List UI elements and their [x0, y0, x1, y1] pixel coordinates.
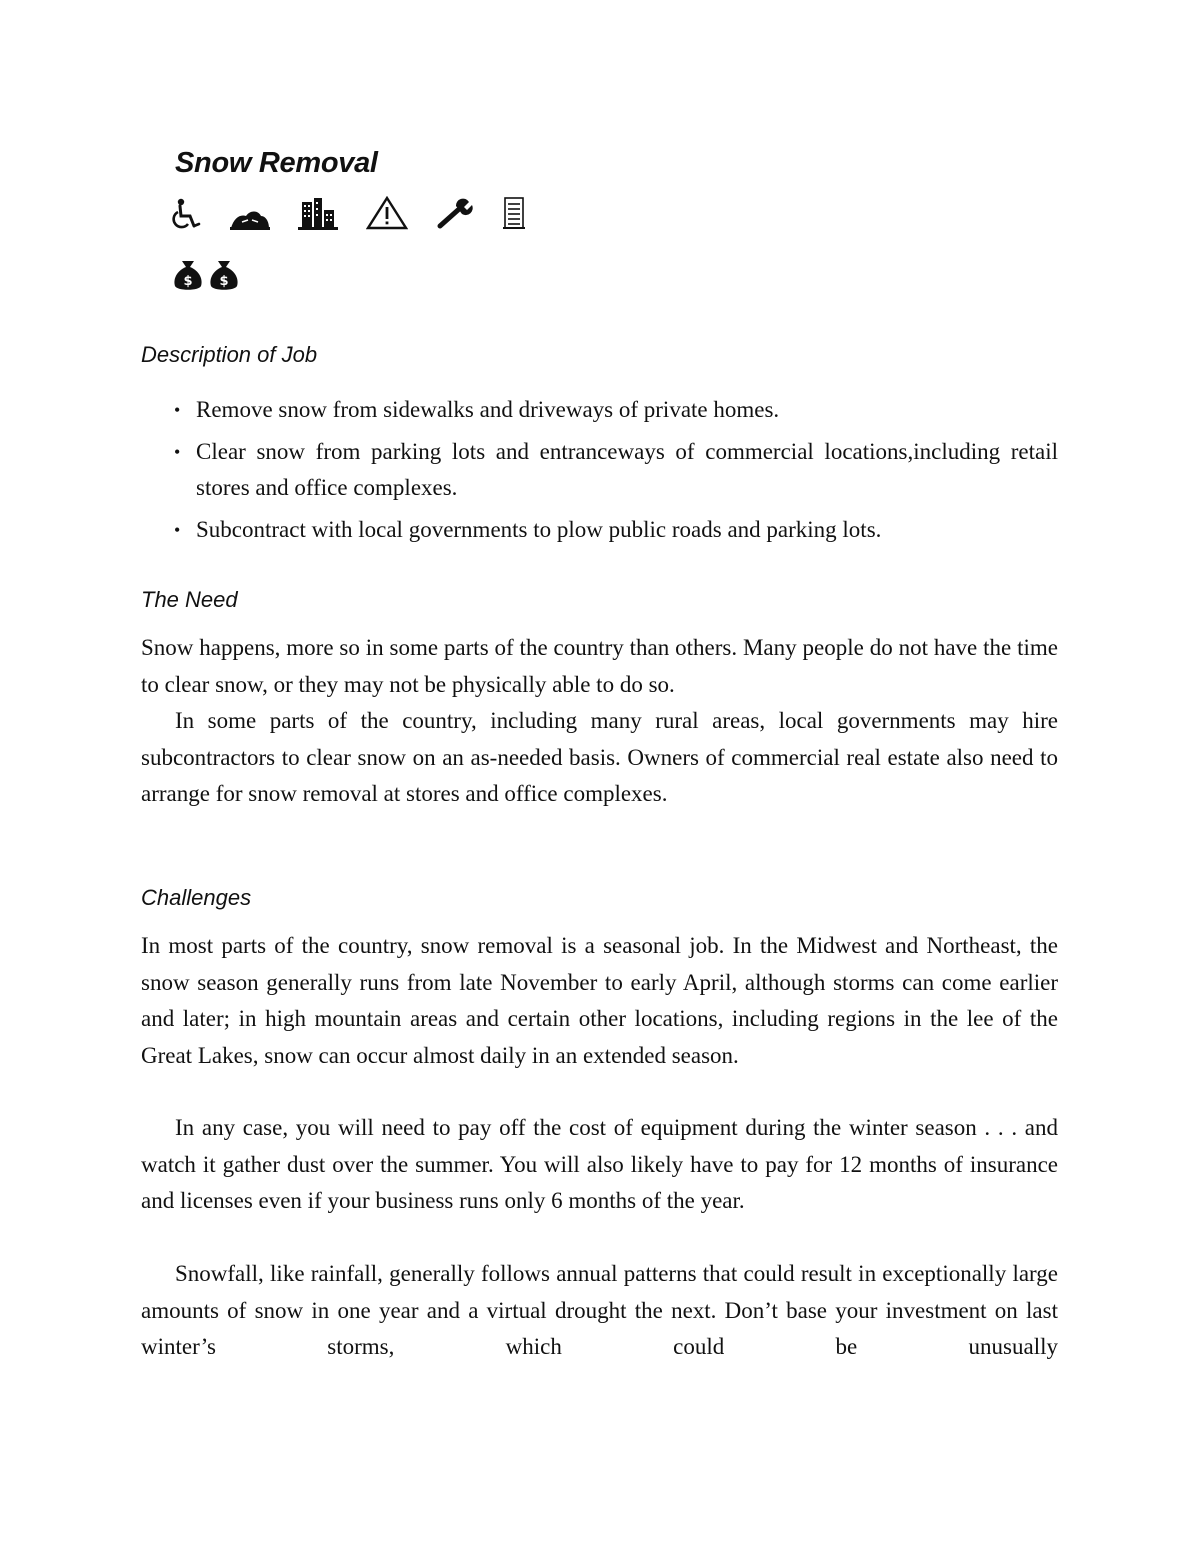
buildings-icon: [298, 196, 338, 230]
section-heading-challenges: Challenges: [141, 885, 252, 910]
bullet-icon: •: [174, 400, 181, 420]
snow-pile-icon: [230, 208, 270, 230]
list-item-text: Remove snow from sidewalks and driveways of private homes.: [196, 397, 780, 422]
description-bullet-list: [172, 392, 1058, 554]
list-item: [172, 392, 1058, 428]
challenges-paragraph-3: Snowfall, like rainfall, generally follows annual patterns that could result in exceptionally large amounts of snow in one year and a virtual drought the next. Don’t base your investment on last winter’s storms, which could be unusually: [141, 1261, 1058, 1359]
challenges-paragraph-1: In most parts of the country, snow removal is a seasonal job. In the Midwest and Northeast, the snow season generally runs from late November to early April, although storms can come earlier and later; in high mountain areas and certain other locations, including regions in the lee of the Great Lakes, snow can occur almost daily in an extended season.: [141, 933, 1058, 1068]
money-bag-icon: [208, 258, 240, 292]
page-title: Snow Removal: [175, 147, 378, 179]
bullet-icon: •: [174, 520, 181, 540]
challenges-paragraph-2: In any case, you will need to pay off the cost of equipment during the winter season . . . and watch it gather dust over the summer. You will also likely have to pay for 12 months of insurance and licenses even if your business runs only 6 months of the year.: [141, 1115, 1058, 1213]
cost-icons-row: [172, 252, 240, 292]
need-paragraph-1: Snow happens, more so in some parts of the country than others. Many people do not have the time to clear snow, or they may not be physically able to do so.: [141, 635, 1058, 697]
section-heading-need: The Need: [141, 587, 238, 612]
warning-triangle-icon: [366, 196, 408, 230]
list-item-text: Subcontract with local governments to plow public roads and parking lots.: [196, 517, 882, 542]
bullet-icon: •: [174, 442, 181, 462]
wrench-icon: [436, 198, 474, 230]
job-icons-row: [172, 190, 526, 230]
document-stack-icon: [502, 196, 526, 230]
money-bag-icon: [172, 258, 204, 292]
list-item: [172, 512, 1058, 548]
svg-text:$: $: [219, 274, 229, 289]
list-item: [172, 434, 1058, 506]
svg-text:$: $: [183, 274, 193, 289]
list-item-text: Clear snow from parking lots and entranceways of commercial locations,including retail stores and office complexes.: [196, 439, 1058, 500]
wheelchair-access-icon: [172, 198, 202, 230]
section-heading-description: Description of Job: [141, 342, 318, 367]
need-paragraph-2: In some parts of the country, including many rural areas, local governments may hire subcontractors to clear snow on an as-needed basis. Owners of commercial real estate also need to arrange for snow removal at stores and office complexes.: [141, 708, 1058, 806]
